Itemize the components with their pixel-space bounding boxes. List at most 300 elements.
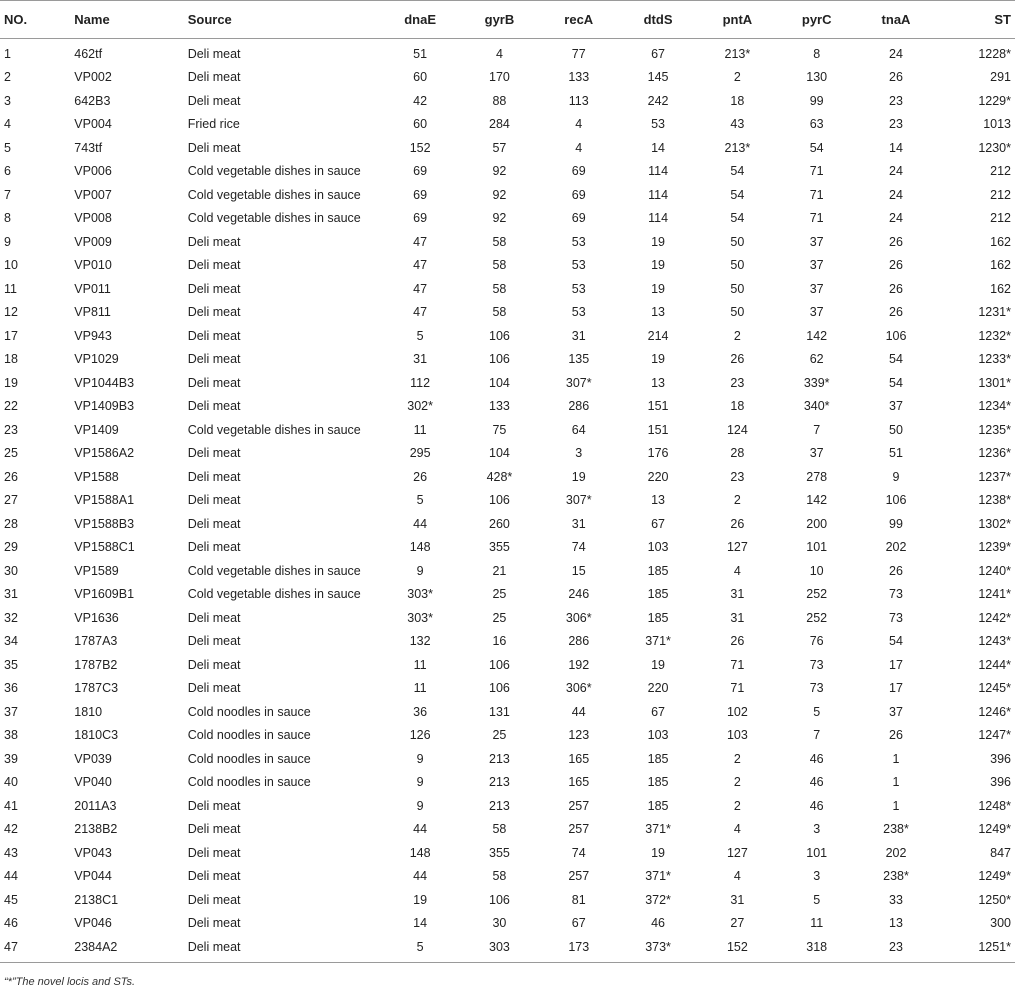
cell-no: 46 — [4, 916, 18, 931]
cell-name: 743tf — [74, 140, 103, 155]
cell-pnta: 26 — [730, 516, 745, 531]
cell-pnta: 102 — [726, 704, 748, 719]
table-row — [0, 583, 1015, 607]
cell-name: VP040 — [74, 775, 112, 790]
cell-dnae: 9 — [416, 563, 424, 578]
cell-name: VP811 — [74, 305, 111, 320]
cell-dtds: 151 — [647, 422, 669, 437]
cell-no: 1 — [4, 46, 11, 61]
cell-source: Cold vegetable dishes in sauce — [187, 211, 361, 226]
cell-source: Deli meat — [187, 140, 241, 155]
cell-st: 162 — [990, 234, 1011, 249]
cell-pnta: 28 — [730, 446, 745, 461]
cell-tnaa: 1 — [892, 751, 900, 766]
table-row — [0, 536, 1015, 560]
cell-no: 34 — [4, 634, 18, 649]
cell-reca: 53 — [571, 305, 586, 320]
cell-no: 31 — [4, 587, 18, 602]
table-row — [0, 700, 1015, 724]
cell-dtds: 242 — [647, 93, 669, 108]
cell-reca: 53 — [571, 281, 586, 296]
cell-source: Deli meat — [187, 493, 241, 508]
cell-gyrb: 58 — [492, 869, 507, 884]
cell-reca: 257 — [568, 798, 590, 813]
table-row — [0, 371, 1015, 395]
cell-tnaa: 33 — [889, 892, 903, 907]
cell-dtds: 220 — [647, 681, 669, 696]
cell-reca: 173 — [539, 935, 618, 962]
cell-tnaa: 73 — [889, 610, 903, 625]
cell-source: Deli meat — [187, 610, 241, 625]
cell-dtds: 53 — [651, 117, 666, 132]
cell-no: 38 — [4, 728, 18, 743]
cell-source: Deli meat — [187, 916, 241, 931]
cell-gyrb: 355 — [489, 845, 510, 860]
cell-dtds: 67 — [651, 704, 666, 719]
cell-tnaa: 24 — [889, 164, 903, 179]
cell-name: VP1029 — [74, 352, 119, 367]
cell-pnta: 50 — [730, 305, 745, 320]
cell-no: 28 — [4, 516, 18, 531]
cell-st: 1248* — [978, 798, 1011, 813]
cell-pyrc: 101 — [806, 845, 828, 860]
cell-source: Cold vegetable dishes in sauce — [187, 563, 361, 578]
cell-tnaa: 26 — [889, 728, 903, 743]
cell-pnta: 213* — [724, 140, 751, 155]
table-row — [0, 39, 1015, 66]
cell-dtds: 371* — [645, 869, 671, 884]
column-header-st: ST — [936, 1, 1015, 39]
cell-dnae: 19 — [413, 892, 428, 907]
cell-reca: 53 — [571, 234, 586, 249]
table-row — [0, 183, 1015, 207]
cell-dnae: 302* — [407, 399, 433, 414]
cell-st: 212 — [990, 211, 1011, 226]
cell-dnae: 9 — [416, 798, 424, 813]
cell-dtds: 185 — [647, 751, 669, 766]
cell-reca: 4 — [575, 117, 583, 132]
cell-no: 40 — [4, 775, 18, 790]
cell-pyrc: 3 — [813, 869, 821, 884]
cell-reca: 133 — [568, 70, 590, 85]
cell-gyrb: 131 — [489, 704, 510, 719]
cell-st: 212 — [990, 187, 1011, 202]
cell-pyrc: 46 — [809, 798, 824, 813]
cell-dnae: 148 — [409, 540, 431, 555]
cell-name: VP1044B3 — [74, 375, 135, 390]
cell-st: 162 — [990, 258, 1011, 273]
cell-source: Deli meat — [187, 46, 241, 61]
cell-no: 32 — [4, 610, 18, 625]
cell-pyrc: 37 — [809, 305, 824, 320]
cell-pnta: 26 — [730, 352, 745, 367]
cell-reca: 31 — [571, 516, 586, 531]
cell-source: Deli meat — [187, 399, 241, 414]
cell-tnaa: 23 — [856, 935, 935, 962]
cell-name: 1810C3 — [74, 728, 119, 743]
cell-gyrb: 106 — [489, 657, 510, 672]
cell-st: 1247* — [978, 728, 1011, 743]
cell-gyrb: 25 — [492, 587, 507, 602]
cell-name: VP1409 — [74, 422, 119, 437]
cell-name: VP009 — [74, 234, 112, 249]
cell-gyrb: 170 — [489, 70, 510, 85]
table-row — [0, 254, 1015, 278]
cell-pnta: 54 — [730, 211, 745, 226]
cell-tnaa: 23 — [889, 117, 903, 132]
cell-reca: 19 — [571, 469, 586, 484]
cell-gyrb: 58 — [492, 234, 507, 249]
cell-dtds: 19 — [651, 845, 666, 860]
cell-tnaa: 54 — [889, 375, 903, 390]
cell-pyrc: 278 — [806, 469, 828, 484]
cell-source: Deli meat — [187, 352, 241, 367]
cell-dnae: 47 — [413, 305, 428, 320]
cell-dnae: 69 — [413, 211, 428, 226]
cell-st: 1244* — [978, 657, 1011, 672]
cell-pnta: 50 — [730, 258, 745, 273]
table-row — [0, 865, 1015, 889]
cell-dtds: 151 — [647, 399, 669, 414]
cell-pnta: 31 — [730, 587, 745, 602]
cell-tnaa: 26 — [889, 234, 903, 249]
cell-tnaa: 1 — [892, 798, 900, 813]
cell-reca: 31 — [571, 328, 586, 343]
cell-gyrb: 58 — [492, 305, 507, 320]
cell-pyrc: 5 — [813, 704, 821, 719]
cell-no: 27 — [4, 493, 18, 508]
cell-st: 1243* — [978, 634, 1011, 649]
cell-tnaa: 106 — [885, 493, 907, 508]
column-header-dnae: dnaE — [380, 1, 459, 39]
cell-tnaa: 50 — [889, 422, 903, 437]
cell-pyrc: 252 — [806, 587, 828, 602]
cell-st: 847 — [990, 845, 1011, 860]
table-row — [0, 89, 1015, 113]
cell-pyrc: 76 — [809, 634, 824, 649]
cell-st: 1242* — [978, 610, 1011, 625]
cell-reca: 77 — [571, 46, 586, 61]
cell-pyrc: 37 — [809, 446, 824, 461]
cell-gyrb: 25 — [492, 728, 507, 743]
cell-dnae: 69 — [413, 164, 428, 179]
table-row — [0, 747, 1015, 771]
cell-source: Deli meat — [187, 446, 241, 461]
cell-no: 19 — [4, 375, 18, 390]
cell-gyrb: 428* — [486, 469, 513, 484]
cell-st: 1237* — [978, 469, 1011, 484]
cell-pnta: 4 — [733, 563, 741, 578]
cell-dnae: 9 — [416, 751, 424, 766]
cell-name: VP1586A2 — [74, 446, 135, 461]
cell-source: Deli meat — [187, 258, 241, 273]
cell-source: Deli meat — [187, 540, 241, 555]
cell-dtds: 13 — [651, 375, 666, 390]
cell-pyrc: 71 — [809, 211, 824, 226]
cell-dtds: 19 — [651, 281, 666, 296]
cell-pyrc: 37 — [809, 258, 824, 273]
cell-dtds: 371* — [645, 634, 671, 649]
cell-pyrc: 54 — [809, 140, 824, 155]
table-row — [0, 66, 1015, 90]
column-header-tnaa: tnaA — [856, 1, 935, 39]
cell-gyrb: 104 — [489, 375, 510, 390]
table-row — [0, 935, 1015, 962]
cell-name: VP004 — [74, 117, 112, 132]
cell-tnaa: 51 — [889, 446, 903, 461]
cell-pnta: 2 — [733, 493, 741, 508]
cell-st: 212 — [990, 164, 1011, 179]
cell-gyrb: 213 — [489, 798, 510, 813]
column-header-gyrb: gyrB — [460, 1, 539, 39]
cell-no: 18 — [4, 352, 18, 367]
cell-name: VP046 — [74, 916, 112, 931]
cell-gyrb: 4 — [495, 46, 503, 61]
table-row — [0, 677, 1015, 701]
cell-st: 1231* — [978, 305, 1011, 320]
table-footnote: “*”The novel locis and STs. — [4, 976, 136, 988]
cell-dnae: 11 — [413, 422, 427, 437]
table-row — [0, 818, 1015, 842]
cell-reca: 135 — [568, 352, 590, 367]
cell-reca: 307* — [565, 375, 592, 390]
cell-pnta: 103 — [726, 728, 748, 743]
cell-reca: 306* — [565, 610, 592, 625]
cell-reca: 192 — [568, 657, 590, 672]
table-row — [0, 301, 1015, 325]
cell-tnaa: 14 — [889, 140, 903, 155]
cell-no: 3 — [4, 93, 11, 108]
cell-dnae: 44 — [413, 516, 428, 531]
cell-tnaa: 238* — [883, 869, 909, 884]
cell-source: Cold noodles in sauce — [187, 775, 311, 790]
table-row — [0, 277, 1015, 301]
cell-pyrc: 73 — [809, 681, 824, 696]
cell-reca: 165 — [568, 775, 590, 790]
cell-st: 1232* — [978, 328, 1011, 343]
cell-name: VP1588B3 — [74, 516, 135, 531]
cell-dnae: 11 — [413, 681, 427, 696]
cell-dtds: 103 — [647, 728, 669, 743]
cell-tnaa: 238* — [883, 822, 909, 837]
cell-tnaa: 37 — [889, 399, 903, 414]
cell-dnae: 31 — [413, 352, 428, 367]
cell-source: Deli meat — [187, 798, 241, 813]
cell-gyrb: 92 — [492, 187, 507, 202]
cell-st: 1240* — [978, 563, 1011, 578]
cell-st: 1245* — [978, 681, 1011, 696]
cell-dnae: 9 — [416, 775, 424, 790]
cell-pyrc: 10 — [809, 563, 824, 578]
cell-gyrb: 92 — [492, 211, 507, 226]
cell-tnaa: 37 — [889, 704, 903, 719]
cell-gyrb: 104 — [489, 446, 510, 461]
cell-st: 1234* — [978, 399, 1011, 414]
cell-source: Deli meat — [187, 681, 241, 696]
cell-tnaa: 26 — [889, 258, 903, 273]
cell-st: 1250* — [978, 892, 1011, 907]
cell-gyrb: 21 — [492, 563, 507, 578]
table-row — [0, 512, 1015, 536]
cell-name: 1787B2 — [74, 657, 118, 672]
cell-st: 1251* — [936, 935, 1015, 962]
cell-no: 2 — [4, 70, 11, 85]
cell-no: 44 — [4, 869, 18, 884]
cell-st: 1301* — [978, 375, 1011, 390]
cell-dnae: 132 — [409, 634, 431, 649]
cell-source: Deli meat — [184, 935, 381, 962]
table-row — [0, 559, 1015, 583]
cell-dtds: 220 — [647, 469, 669, 484]
table-row — [0, 771, 1015, 795]
cell-tnaa: 9 — [892, 469, 900, 484]
cell-name: VP1588 — [74, 469, 119, 484]
cell-dnae: 295 — [409, 446, 431, 461]
cell-source: Deli meat — [187, 845, 241, 860]
cell-reca: 81 — [571, 892, 586, 907]
cell-pnta: 2 — [733, 798, 741, 813]
cell-pnta: 2 — [733, 775, 741, 790]
cell-dtds: 373* — [618, 935, 697, 962]
cell-dtds: 185 — [647, 798, 669, 813]
cell-no: 25 — [4, 446, 18, 461]
cell-pyrc: 46 — [809, 775, 824, 790]
column-header-no: NO. — [0, 1, 70, 39]
cell-tnaa: 54 — [889, 352, 903, 367]
cell-gyrb: 260 — [489, 516, 510, 531]
cell-tnaa: 23 — [889, 93, 903, 108]
cell-st: 1236* — [978, 446, 1011, 461]
cell-reca: 53 — [571, 258, 586, 273]
cell-reca: 44 — [571, 704, 586, 719]
cell-dnae: 36 — [413, 704, 428, 719]
cell-st: 1302* — [978, 516, 1011, 531]
cell-pyrc: 37 — [809, 234, 824, 249]
cell-source: Cold noodles in sauce — [187, 751, 311, 766]
cell-pyrc: 142 — [806, 328, 828, 343]
cell-no: 9 — [4, 234, 11, 249]
cell-source: Deli meat — [187, 516, 241, 531]
cell-dtds: 67 — [651, 516, 666, 531]
cell-name: VP043 — [74, 845, 112, 860]
cell-pnta: 2 — [733, 70, 741, 85]
cell-pyrc: 99 — [809, 93, 824, 108]
cell-no: 43 — [4, 845, 18, 860]
cell-dnae: 42 — [413, 93, 428, 108]
cell-tnaa: 17 — [889, 681, 903, 696]
cell-dnae: 26 — [413, 469, 428, 484]
cell-gyrb: 88 — [492, 93, 507, 108]
cell-pnta: 43 — [730, 117, 745, 132]
cell-pyrc: 8 — [813, 46, 821, 61]
cell-pnta: 23 — [730, 469, 745, 484]
cell-reca: 15 — [571, 563, 586, 578]
table-row — [0, 113, 1015, 137]
cell-source: Deli meat — [187, 93, 241, 108]
cell-no: 37 — [4, 704, 18, 719]
cell-dtds: 19 — [651, 258, 666, 273]
table-row — [0, 230, 1015, 254]
cell-pyrc: 252 — [806, 610, 828, 625]
cell-dnae: 47 — [413, 234, 428, 249]
table-row — [0, 395, 1015, 419]
cell-reca: 4 — [575, 140, 583, 155]
cell-reca: 257 — [568, 822, 590, 837]
cell-dtds: 14 — [651, 140, 666, 155]
cell-tnaa: 73 — [889, 587, 903, 602]
cell-st: 300 — [990, 916, 1011, 931]
cell-dtds: 185 — [647, 775, 669, 790]
cell-name: VP002 — [74, 70, 112, 85]
cell-name: VP010 — [74, 258, 112, 273]
cell-name: 1787C3 — [74, 681, 119, 696]
table-row — [0, 841, 1015, 865]
cell-name: VP044 — [74, 869, 112, 884]
cell-source: Deli meat — [187, 305, 241, 320]
cell-name: 2011A3 — [74, 798, 117, 813]
table-row — [0, 630, 1015, 654]
cell-no: 29 — [4, 540, 18, 555]
cell-pnta: 31 — [730, 892, 745, 907]
cell-gyrb: 57 — [492, 140, 507, 155]
cell-pnta: 4 — [733, 869, 741, 884]
cell-st: 1241* — [978, 587, 1011, 602]
cell-tnaa: 202 — [885, 540, 907, 555]
cell-pnta: 54 — [730, 164, 745, 179]
table-header-row — [0, 1, 1015, 39]
cell-gyrb: 106 — [489, 892, 510, 907]
cell-dnae: 60 — [413, 70, 428, 85]
cell-pnta: 18 — [730, 93, 745, 108]
cell-pyrc: 130 — [806, 70, 828, 85]
cell-reca: 69 — [571, 164, 586, 179]
cell-dnae: 5 — [416, 328, 424, 343]
cell-st: 1228* — [978, 46, 1011, 61]
cell-no: 22 — [4, 399, 18, 414]
column-header-name: Name — [70, 1, 183, 39]
cell-pnta: 50 — [730, 281, 745, 296]
table-row — [0, 653, 1015, 677]
cell-dnae: 152 — [409, 140, 431, 155]
cell-st: 1235* — [978, 422, 1011, 437]
cell-dnae: 303* — [407, 587, 433, 602]
cell-gyrb: 303 — [460, 935, 539, 962]
cell-name: 2384A2 — [70, 935, 183, 962]
table-row — [0, 912, 1015, 936]
cell-source: Cold vegetable dishes in sauce — [187, 164, 361, 179]
cell-no: 30 — [4, 563, 18, 578]
cell-pnta: 54 — [730, 187, 745, 202]
cell-tnaa: 26 — [889, 70, 903, 85]
cell-dtds: 19 — [651, 657, 666, 672]
cell-name: VP943 — [74, 328, 112, 343]
cell-name: VP1409B3 — [74, 399, 135, 414]
cell-no: 10 — [4, 258, 18, 273]
cell-no: 17 — [4, 328, 18, 343]
cell-gyrb: 25 — [492, 610, 507, 625]
cell-source: Fried rice — [187, 117, 240, 132]
cell-no: 47 — [0, 935, 70, 962]
cell-name: VP1609B1 — [74, 587, 135, 602]
cell-dnae: 47 — [413, 281, 428, 296]
cell-pnta: 2 — [733, 751, 741, 766]
cell-pyrc: 5 — [813, 892, 821, 907]
cell-dtds: 185 — [647, 610, 669, 625]
cell-gyrb: 16 — [492, 634, 507, 649]
cell-source: Cold noodles in sauce — [187, 728, 311, 743]
cell-pyrc: 46 — [809, 751, 824, 766]
cell-pnta: 27 — [730, 916, 745, 931]
